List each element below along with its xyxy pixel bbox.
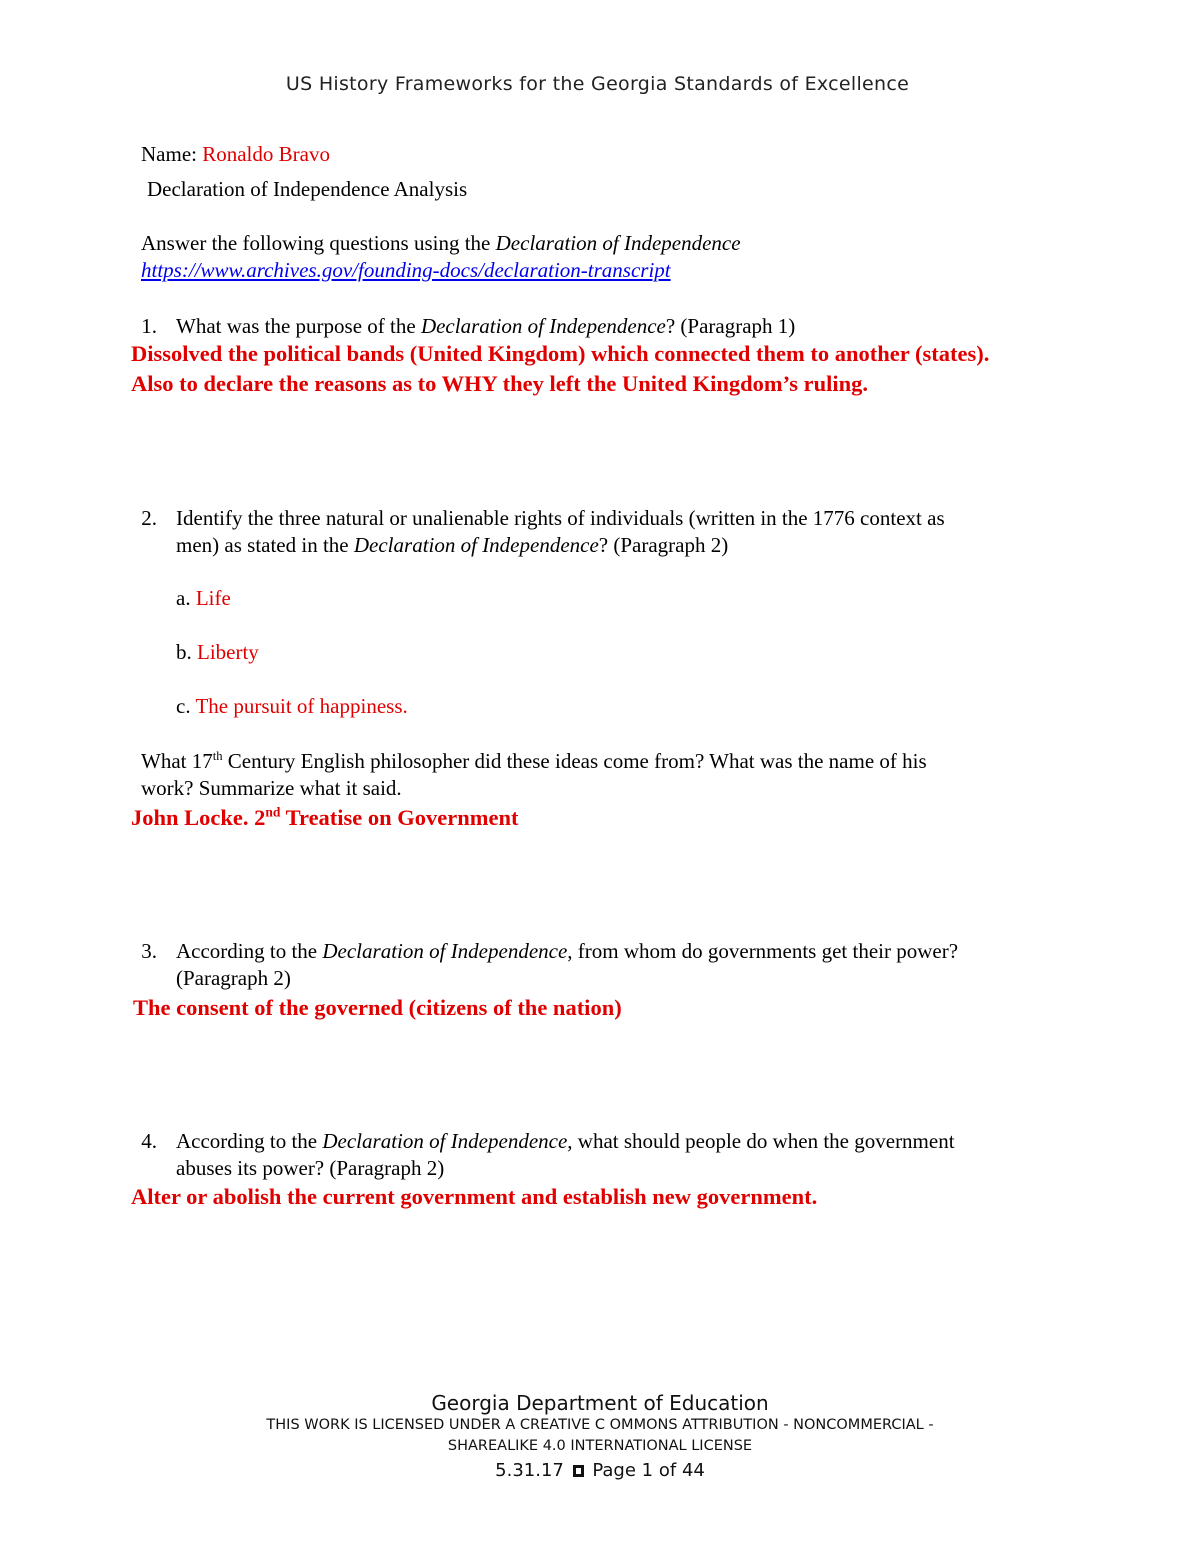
instructions xyxy=(141,231,741,256)
page-header: US History Frameworks for the Georgia Standards of Excellence xyxy=(285,73,910,95)
name-label: Name: xyxy=(141,142,197,166)
page-total: 44 xyxy=(681,1460,705,1481)
q1-answer-line1: Dissolved the political bands (United Kingdom) which connected them to another (states). xyxy=(131,341,990,366)
q1-number: 1. xyxy=(141,314,157,338)
q3-number: 3. xyxy=(141,939,157,963)
q2-text-line1: Identify the three natural or unalienable rights of individuals (written in the 1776 context as xyxy=(176,506,945,530)
q4-text-line2: abuses its power? (Paragraph 2) xyxy=(176,1156,445,1180)
footer-license-line2: SHAREALIKE 4.0 INTERNATIONAL LICENSE xyxy=(447,1438,753,1454)
q2-followup-line2: work? Summarize what it said. xyxy=(141,776,402,800)
q4-number: 4. xyxy=(141,1129,157,1153)
q3-text-line1: According to the Declaration of Independence, from whom do governments get their power? xyxy=(176,939,959,963)
q2-item-a: a. Life xyxy=(176,586,231,610)
q2-answer-c: The pursuit of happiness. xyxy=(195,694,408,718)
source-link-line xyxy=(141,258,671,283)
footer-license-line1: THIS WORK IS LICENSED UNDER A CREATIVE C OMMONS ATTRIBUTION - NONCOMMERCIAL - xyxy=(266,1417,934,1433)
instructions-text: Answer the following questions using the xyxy=(141,231,491,255)
q2-answer-a: Life xyxy=(195,586,231,610)
q2-item-b: b. Liberty xyxy=(176,640,259,664)
instructions-doc-name: Declaration of Independence xyxy=(495,231,741,255)
q4-answer: Alter or abolish the current government and establish new government. xyxy=(131,1184,818,1209)
footer-page-info: 5.31.17 Page 1 of 44 xyxy=(495,1460,705,1481)
q3-answer: The consent of the governed (citizens of the nation) xyxy=(133,995,622,1020)
footer-org: Georgia Department of Education xyxy=(431,1391,769,1415)
source-link[interactable]: https://www.archives.gov/founding-docs/declaration-transcript xyxy=(141,258,671,282)
footer-date: 5.31.17 xyxy=(495,1460,564,1481)
q2-text-line2: men) as stated in the Declaration of Independence? (Paragraph 2) xyxy=(176,533,729,557)
q1-answer-line2: Also to declare the reasons as to WHY they left the United Kingdom’s ruling. xyxy=(131,371,869,396)
q4-text-line1: According to the Declaration of Independence, what should people do when the government xyxy=(176,1129,955,1153)
page-icon xyxy=(573,1465,584,1477)
q2-answer-b: Liberty xyxy=(197,640,259,664)
q1-text: What was the purpose of the Declaration of Independence? (Paragraph 1) xyxy=(176,314,796,338)
q2-number: 2. xyxy=(141,506,157,530)
student-name: Ronaldo Bravo xyxy=(202,142,330,166)
q2-followup-line1: What 17th Century English philosopher did these ideas come from? What was the name of his xyxy=(141,749,927,773)
q2-item-c: c. The pursuit of happiness. xyxy=(176,694,408,718)
student-name-line xyxy=(141,142,330,167)
q2-followup-answer: John Locke. 2nd Treatise on Government xyxy=(131,804,519,830)
document-title: Declaration of Independence Analysis xyxy=(147,177,468,201)
page-current: 1 xyxy=(641,1460,654,1481)
q3-text-line2: (Paragraph 2) xyxy=(176,966,291,990)
